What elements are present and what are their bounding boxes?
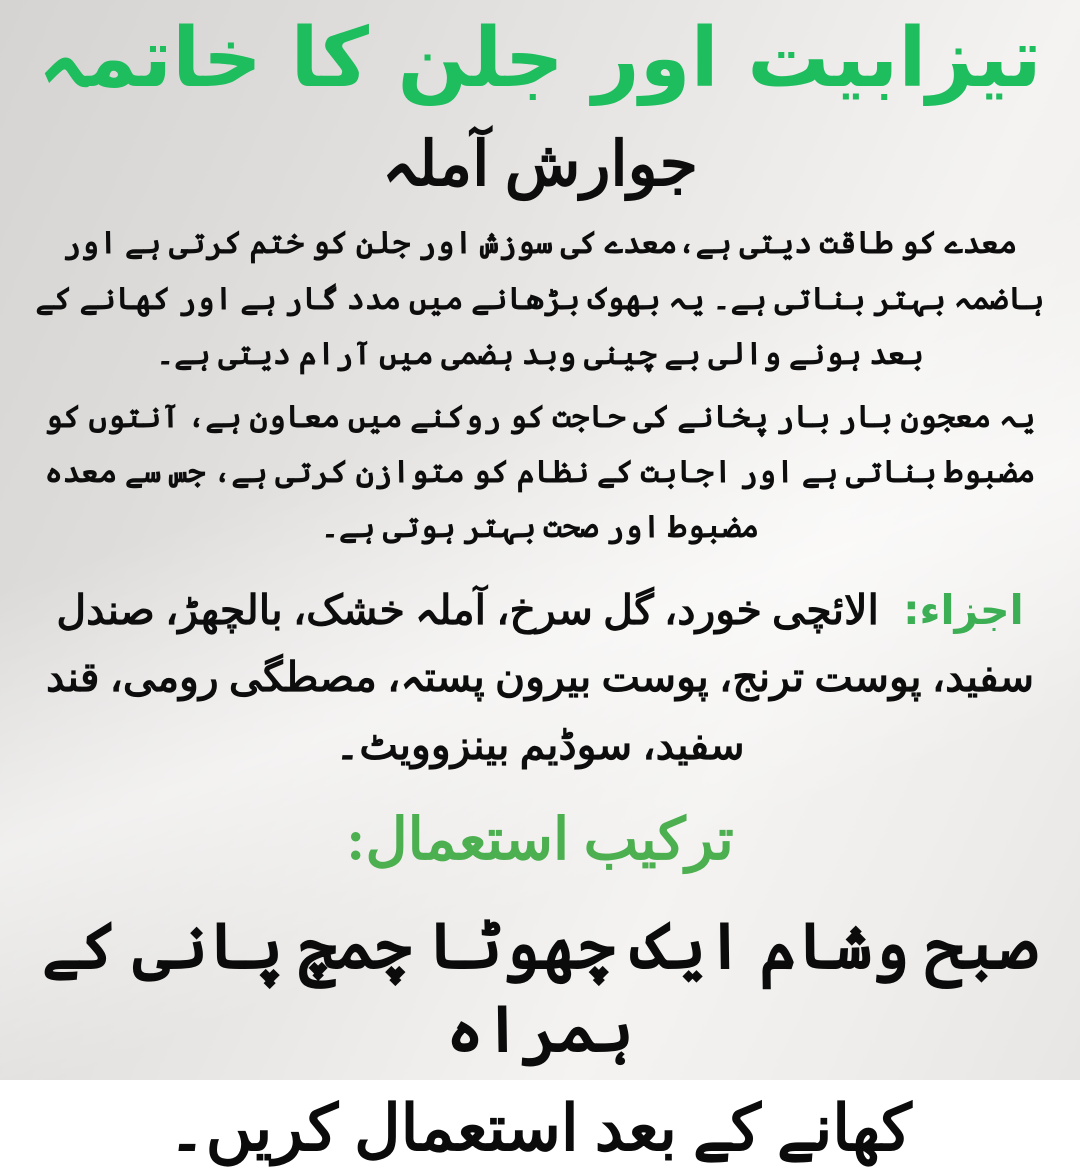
benefits-paragraph-1: معدے کو طاقت دیتی ہے،معدے کی سوزش اور جلن کو ختم کرتی ہے اور ہاضمہ بہتر بناتی ہے۔ یہ بھوک بڑھانے میں مدد گار ہے اور کھانے کے بعد ہونے والی بے چینی وبد ہضمی میں آرام دیتی ہے۔: [35, 225, 1045, 371]
usage-heading: ترکیب استعمال:: [346, 807, 734, 873]
ingredients-label: اجزاء:: [903, 585, 1024, 634]
usage-instruction-line-1: صبح وشام ایک چھوٹا چمچ پانی کے ہمراہ: [42, 911, 1038, 1066]
benefits-paragraph-2: یہ معجون بار بار پخانے کی حاجت کو روکنے میں معاون ہے، آنتوں کو مضبوط بناتی ہے اور اجابت کے نظام کو متوازن کرتی ہے، جس سے معدہ مضبوط اور صحت بہتر ہوتی ہے۔: [44, 399, 1036, 545]
product-name: جوارش آملہ: [382, 131, 698, 200]
ingredients-line: [30, 577, 1050, 780]
ingredients-text: الائچی خورد، گل سرخ، آملہ خشک، بالچھڑ، صندل سفید، پوست ترنج، پوست بیرون پستہ، مصطگی رومی، قند سفید، سوڈیم بینزوویٹ۔: [45, 586, 1035, 768]
usage-instruction-line-2: کھانے کے بعد استعمال کریں۔: [168, 1093, 912, 1165]
poster-title: تیزابیت اور جلن کا خاتمہ: [38, 11, 1042, 106]
